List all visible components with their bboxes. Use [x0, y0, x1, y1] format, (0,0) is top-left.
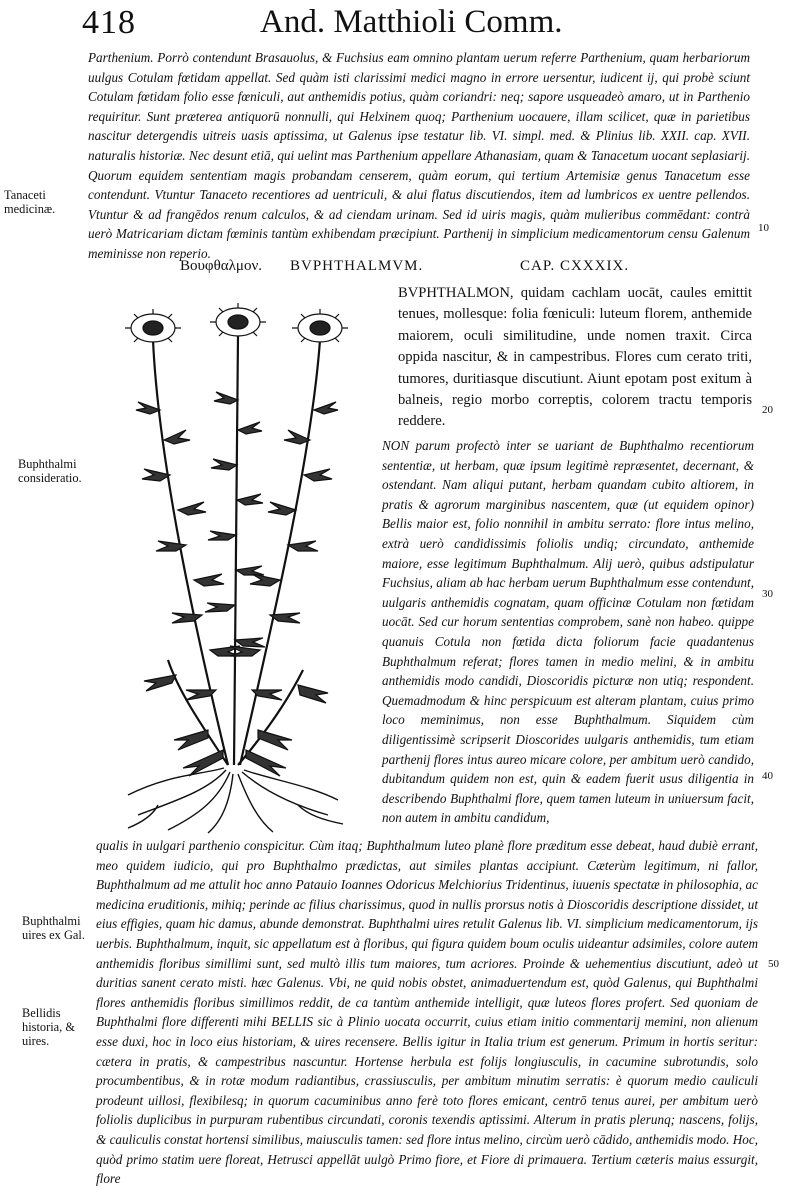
page-header	[82, 4, 722, 50]
margin-note-tanaceti: Tanaceti medicinæ.	[4, 188, 56, 216]
dioscorides-text	[398, 283, 752, 433]
buphthalmum-woodcut-illustration	[98, 300, 370, 835]
line-number-40: 40	[762, 770, 773, 782]
page-number: 418	[82, 4, 136, 41]
top-paragraph	[88, 48, 750, 261]
flower-heads	[125, 303, 348, 342]
flower-left	[125, 309, 181, 342]
commentary-right-column	[382, 436, 754, 831]
commentary-full-width	[96, 836, 758, 1186]
margin-note-consideratio: Buphthalmi consideratio.	[18, 457, 82, 485]
chapter-greek-title: Βουφθαλμον.	[180, 258, 262, 274]
roots	[128, 768, 343, 833]
margin-note-uires: Buphthalmi uires ex Gal.	[22, 914, 85, 942]
flower-middle	[210, 303, 266, 336]
line-number-30: 30	[762, 588, 773, 600]
top-paragraph-text: Parthenium. Porrò contendunt Brasauolus, & Fuchsius eam omnino plantam uerum referre Parthenium, quam herbariorum uulgus Cotulam fœtidam appellat. Sed quàm isti clarissimi medici magno in errore uersentur, iudicent ij, qui probè sciunt Cotulam fœtidam folio esse fœniculi, aut anthemidis potius, quàm coriandri: neq; sapore usqueadeò amaro, ut in Parthenio requiritur. Sunt præterea antiquorū nonnulli, qui Helxinem quoq; Parthenium uocauere, illam scilicet, quæ in parietibus nascitur detergendis uitreis uasis aptissima, ut Galenus ipse testatur lib. VI. simpl. med. & Plinius lib. XXII. cap. XVII. naturalis historiæ. Nec desunt etiā, qui uelint mas Parthenium appellare Athanasiam, quam & Tanacetum uocant seplasiarij. Quorum equidem sententiam magis probandam censerem, quàm eorum, qui tertium Artemisiæ genus Tanacetum esse contendunt. Vtuntur Tanaceto recentiores ad uentriculi, & alui flatus discutiendos, item ad lumbricos ex uentre pellendos. Vtuntur & ad frangēdos renum calculos, & ad ciendam urinam. Sed id uiris magis, quàm mulieribus commēdant: contrà uerò Matricariam dictam fœminis tantùm exhibendam præcipiunt. Parthenij in simplicium medicamentorum censu Galenum meminisse non reperio.	[88, 50, 750, 261]
chapter-number: CAP. CXXXIX.	[520, 258, 630, 274]
chapter-heading	[180, 258, 680, 280]
line-number-20: 20	[762, 404, 773, 416]
commentary-full-text: qualis in uulgari parthenio conspicitur. Cùm itaq; Buphthalmum luteo planè flore præditum esse debeat, haud dubiè errant, meo quidem iudicio, qui pro Buphthalmo prædictas, aut similes plantas accipiunt. Cæterùm legitimum, ni fallor, Buphthalmum ad me attulit hoc anno Patauio Ioannes Odoricus Melchiorius Tridentinus, iuuenis spectatæ in philosophia, ac medicina eruditionis, mihiq; perinde ac filius charissimus, quod in nullis prorsus notis à Dioscoridis descriptione dissidet, ut eius effigies, quam hic damus, abunde demonstrat. Buphthalmi uires retulit Galenus lib. VI. simplicium medicamentorum, ijs uerbis. Buphthalmum, inquit, sic appellatum est à floribus, qui figura quidem boum oculis uideantur adsimiles, colore autem anthemidis floribus simillimi sunt, sed multò illis tum maiores, tum acriores. Proinde & uehementius discutiunt, adeò ut duritias sanent cerato misti. hæc Galenus. Vbi, ne quid nobis obstet, animaduertendum est, quòd Galenus, qui Buphthalmi flores anthemidis floribus simillimos reddit, de ca tantùm anthemide intelligit, quæ luteos flores profert. Sed quoniam de Buphthalmi flore differenti mihi BELLIS sic à Plinio uocata occurrit, cuius etiam initio commentarij memini, non alienum esse duxi, hoc in loco eius historiam, & uires recensere. Bellis igitur in Italia trium est generum. Primum in hortis seritur: cætera in pratis, & campestribus nascuntur. Hortense herbula est folijs longiusculis, in cacumine subrotundis, solo procumbentibus, & in rotæ modum radiantibus, crassiusculis, per ambitum minutim serratis: è quorum medio cauliculi prodeunt uillosi, flexibilesq; in quorum cacuminibus anno ferè toto flores emicant, centrō tenus aurei, per ambitum uerò foliolis duplicibus in purpuram rubentibus circundati, coronis texendis aptissimi. Alterum in pratis plerunq; nascens, folijs, & cauliculis constat hortensi similibus, maiusculis tamen: sed flore intus melino, circùm uerò cādido, anthemidis modo. Hoc, quòd primo statim uere floreat, Hetrusci appellāt uulgò Primo fiore, et Fiore di primauera. Tertium cæteris maius essurgit, flore	[96, 838, 758, 1187]
running-title: And. Matthioli Comm.	[260, 4, 563, 40]
line-number-10: 10	[758, 222, 769, 234]
dioscorides-paragraph: BVPHTHALMON, quidam cachlam uocāt, caules emittit tenues, mollesque: folia fœniculi: luteum florem, anthemide maiorem, oculi similitudine, unde nomen traxit. Circa oppida nascitur, & in campestribus. Flores cum cerato triti, tumores, duritiasque discutiunt. Aiunt epotam post exitum à balneis, regio morbo correptis, colorem tractu temporis reddere.	[398, 285, 752, 430]
commentary-right-text: NON parum profectò inter se uariant de Buphthalmo recentiorum sententiæ, ut herbam, quæ ipsum legitimè repræsentet, decernant, & ostendant. Nam aliqui putant, herbam quandam cubito altiorem, in pratis & agrorum marginibus nascentem, quæ (ut equidem opinor) Bellis maior est, folio nonnihil in ambitu serrato: flore intus melino, extrà uerò candidissimis foliolis undiq; circundato, anthemide maiore, esse legitimum Buphthalmum. Alij uerò, quibus adstipulatur Fuchsius, aliam ab hac herbam uerum Buphthalmum esse contendunt, uulgaris anthemidis cognatam, quam officinæ Cotulam non fœtidam uocāt. Sed cur horum sententias comprobem, sanè non habeo. quippe quanuis Cotula non fœtida dicta foliorum facie quadantenus Buphthalmum referat; flores tamen in medio melini, & in ambitu anthemidis modo candidi, Dioscoridis picturæ non utiq; respondent. Quemadmodum & hinc perspicuum est alteram plantam, cuius primo loco meminimus, non esse Buphthalmum. Siquidem cùm diligentissimè scripserit Dioscorides uulgaris anthemidis, tum etiam parthenij flores intus aureo micare colore, per ambitum uerò candido, dubitandum quidem non est, quin & eadem fuerit usus diligentia in describendo Buphthalmi flore, quem tamen luteum in uniuersum facit, non autem in ambitu candidum,	[382, 438, 754, 826]
margin-note-bellidis: Bellidis historia, & uires.	[22, 1006, 75, 1048]
line-number-50: 50	[768, 958, 779, 970]
flower-right	[292, 309, 348, 342]
chapter-latin-title: BVPHTHALMVM.	[290, 258, 424, 274]
